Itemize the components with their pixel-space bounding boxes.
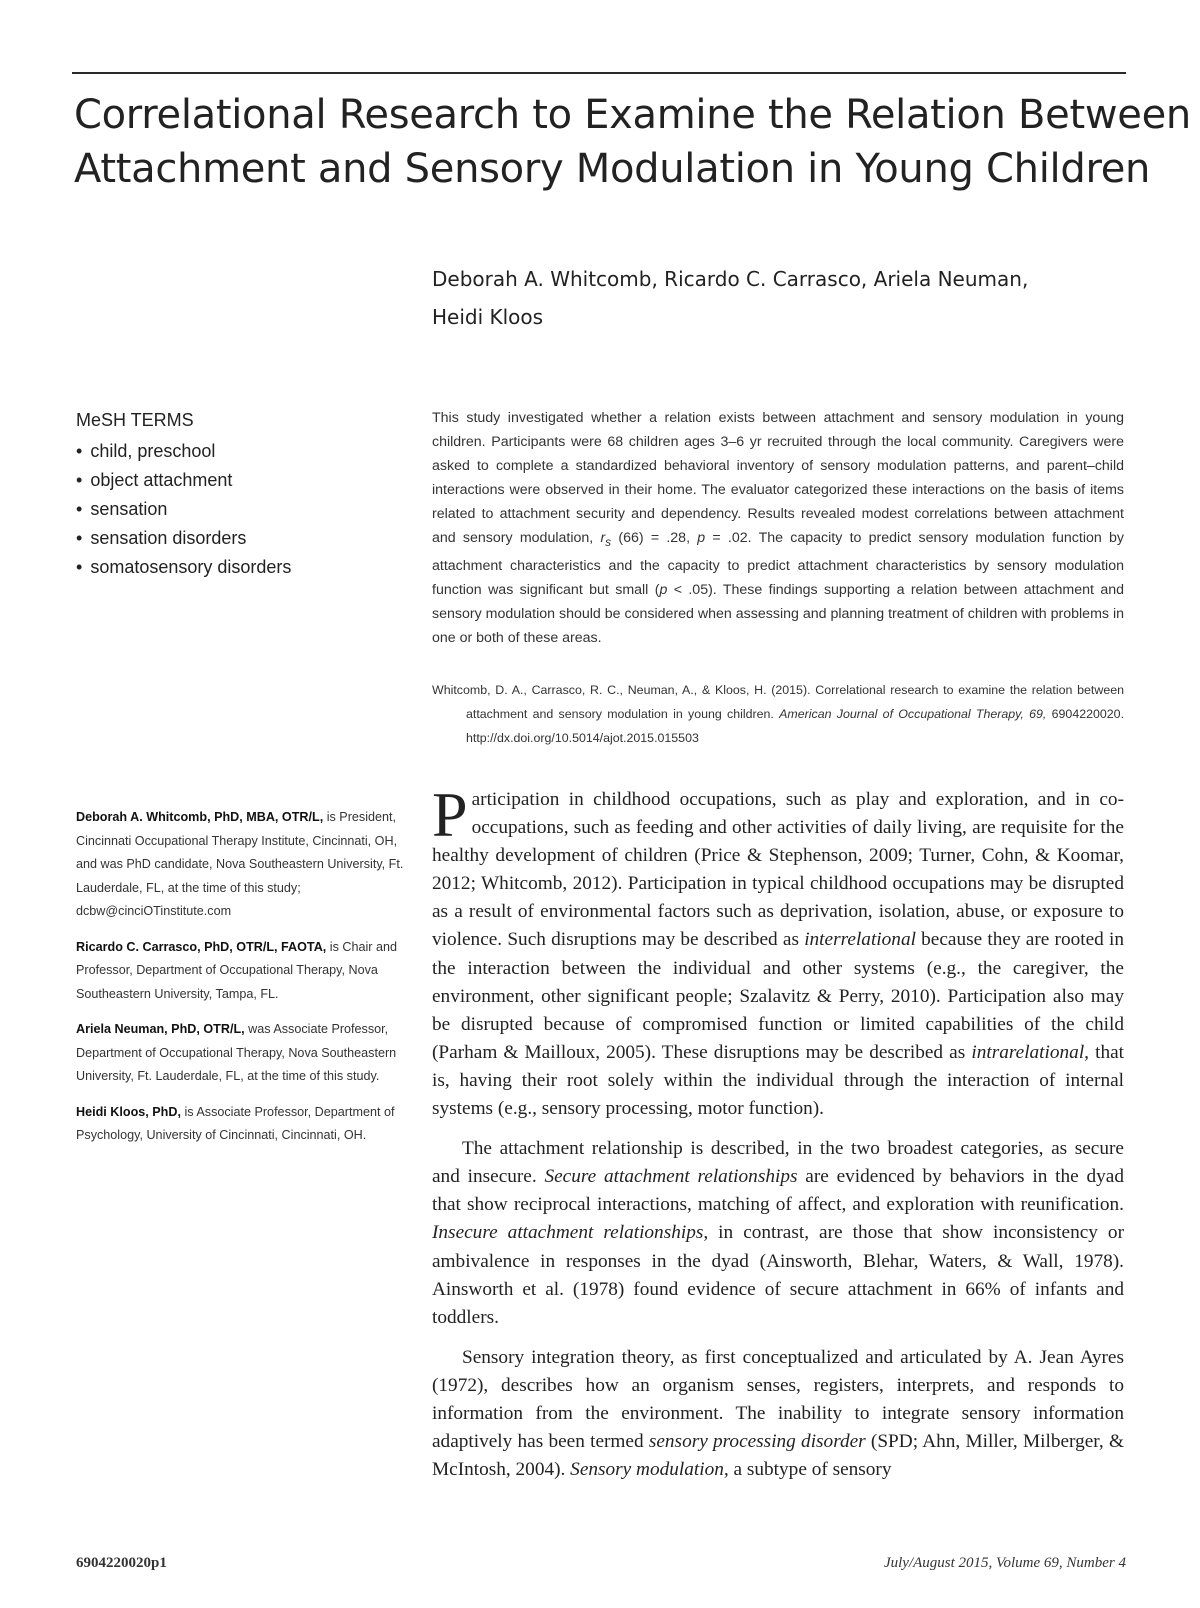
italic-term: Secure attachment relationships	[544, 1166, 798, 1188]
mesh-term-list	[76, 437, 376, 582]
citation-doi[interactable]: 6904220020. http://dx.doi.org/10.5014/ajot.2015.015503	[466, 707, 1125, 745]
paragraph-text: The attachment relationship is described, in the two broadest categories, as secure and insecure.	[432, 1138, 1124, 1188]
stat-r-subscript: s	[605, 534, 612, 549]
paragraph-text: are evidenced by behaviors in the dyad that show reciprocal interactions, matching of affect, and exploration with reunification.	[432, 1166, 1124, 1216]
bio-text: is President, Cincinnati Occupational Therapy Institute, Cincinnati, OH, and was PhD candidate, Nova Southeastern University, Ft. Lauderdale, FL, at the time of this study; dcbw@cinciOTinstitute.com	[76, 810, 404, 918]
abstract-text: This study investigated whether a relation exists between attachment and sensory modulation in young children. Participants were 68 children ages 3–6 yr recruited through the local community. Caregivers were asked to complete a standardized behavioral inventory of sensory modulation patterns, and parent–child interactions were observed in their home. The evaluator categorized these interactions on the basis of items related to attachment security and dependency. Results revealed modest correlations between attachment and sensory modulation,	[432, 410, 1124, 546]
italic-term: intrarelational,	[971, 1041, 1089, 1063]
italic-term: sensory processing disorder	[648, 1431, 866, 1453]
author-list	[432, 260, 1132, 336]
mesh-term: • child, preschool	[76, 437, 376, 466]
article-title	[74, 88, 1191, 196]
abstract-text: = .02. The capacity to predict sensory modulation function by attachment characteristics and the capacity to predict attachment characteristics by sensory modulation function was significant but small (	[432, 530, 1124, 598]
paragraph-text: a subtype of sensory	[728, 1459, 892, 1481]
bio-text: was Associate Professor, Department of Occupational Therapy, Nova Southeastern University, Ft. Lauderdale, FL, at the time of this study.	[76, 1022, 397, 1083]
bio-text: is Chair and Professor, Department of Occupational Therapy, Nova Southeastern University, Tampa, FL.	[76, 939, 397, 1001]
author-bios	[76, 806, 406, 1160]
mesh-heading: MeSH TERMS	[76, 410, 194, 430]
abstract-text: < .05). These findings supporting a relation between attachment and sensory modulation should be considered when assessing and planning treatment of children with problems in one or both of these areas.	[432, 581, 1124, 646]
body-paragraph-1	[432, 779, 1125, 1123]
paragraph-text: Sensory integration theory, as first conceptualized and articulated by A. Jean Ayres (1972), describes how an organism senses, registers, interprets, and responds to information from the environment. The inability to integrate sensory information adaptively has been termed	[432, 1346, 1124, 1453]
page-number: 6904220020p1	[76, 1555, 167, 1571]
citation-journal: American Journal of Occupational Therapy, 69,	[779, 707, 1047, 721]
stat-r: r	[600, 530, 606, 546]
paragraph-text: that is, having their root solely within the individual through the interaction of internal systems (e.g., sensory processing, motor function).	[432, 1041, 1125, 1120]
bio-name: Ariela Neuman, PhD, OTR/L,	[76, 1022, 245, 1036]
paragraph-text: (SPD; Ahn, Miller, Milberger, & McIntosh, 2004).	[432, 1431, 1124, 1481]
author-bio	[76, 1018, 406, 1089]
bio-name: Heidi Kloos, PhD,	[76, 1104, 181, 1119]
authors-line-1: Deborah A. Whitcomb, Ricardo C. Carrasco, Ariela Neuman,	[432, 267, 1029, 291]
abstract-text: (66) = .28,	[611, 530, 698, 546]
bio-name: Deborah A. Whitcomb, PhD, MBA, OTR/L,	[76, 810, 324, 824]
body-paragraph-2	[432, 1135, 1124, 1332]
italic-term: Insecure attachment relationships,	[432, 1222, 709, 1244]
abstract	[432, 406, 1124, 650]
italic-term: Sensory modulation,	[570, 1459, 729, 1481]
paragraph-text: in contrast, are those that show inconsistency or ambivalence in responses in the dyad (Ainsworth, Blehar, Waters, & Wall, 1978). Ainsworth et al. (1978) found evidence of secure attachment in 66% of infants and toddlers.	[432, 1222, 1124, 1328]
mesh-terms	[76, 406, 376, 582]
stat-p: p	[659, 581, 668, 598]
citation	[432, 678, 1124, 750]
mesh-term: • sensation	[76, 495, 376, 524]
body-text	[432, 779, 1125, 1496]
authors-line-2: Heidi Kloos	[432, 305, 544, 329]
citation-text: Whitcomb, D. A., Carrasco, R. C., Neuman, A., & Kloos, H. (2015). Correlational research to examine the relation between attachment and sensory modulation in young children.	[432, 683, 1124, 721]
title-line-1: Correlational Research to Examine the Relation Between	[74, 92, 1191, 138]
paragraph-text: because they are rooted in the interaction between the individual and other systems (e.g., the caregiver, the environment, other significant people; Szalavitz & Perry, 2010). Participation also may be disrupted because of compromised function or limited capabilities of the child (Parham & Mailloux, 2005). These disruptions may be described as	[432, 929, 1124, 1063]
header-rule	[72, 72, 1126, 74]
mesh-term: • somatosensory disorders	[76, 553, 376, 582]
stat-p: p	[697, 530, 706, 546]
issue-info: July/August 2015, Volume 69, Number 4	[883, 1555, 1126, 1571]
author-bio	[76, 936, 406, 1007]
bio-text: is Associate Professor, Department of Psychology, University of Cincinnati, Cincinnati, OH.	[76, 1104, 395, 1142]
italic-term: interrelational	[804, 929, 916, 951]
author-bio	[76, 1101, 406, 1148]
mesh-term: • sensation disorders	[76, 524, 376, 553]
title-line-2: Attachment and Sensory Modulation in Young Children	[74, 146, 1151, 192]
paragraph-text: articipation in childhood occupations, such as play and exploration, and in co-occupations, such as feeding and other activities of daily living, are requisite for the healthy development of children (Price & Stephenson, 2009; Turner, Cohn, & Koomar, 2012; Whitcomb, 2012). Participation in typical childhood occupations may be disrupted as a result of environmental factors such as deprivation, isolation, abuse, or exposure to violence. Such disruptions may be described as	[432, 789, 1124, 951]
mesh-term: • object attachment	[76, 466, 376, 495]
author-bio	[76, 806, 406, 924]
bio-name: Ricardo C. Carrasco, PhD, OTR/L, FAOTA,	[76, 939, 327, 954]
drop-cap: P	[432, 779, 468, 850]
body-paragraph-3	[432, 1344, 1124, 1484]
